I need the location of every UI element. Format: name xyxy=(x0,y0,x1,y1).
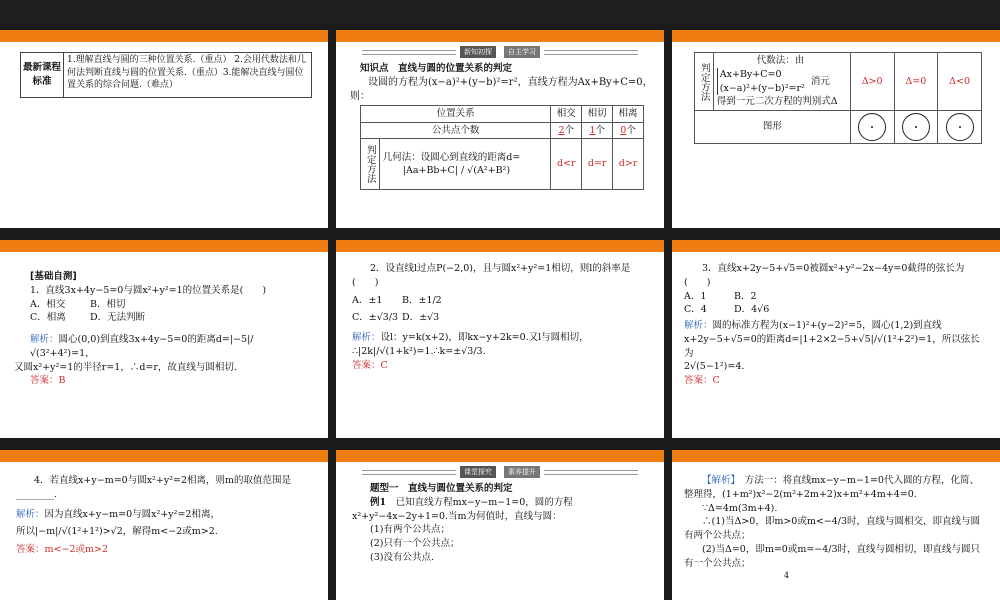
analysis-label: 解析： xyxy=(352,332,381,344)
slide-header-band xyxy=(0,450,328,462)
answer-value: B xyxy=(58,375,66,387)
slide-header-band xyxy=(0,30,328,42)
section-bar xyxy=(362,466,638,478)
th-relation: 位置关系 xyxy=(361,105,551,122)
solution-line-2: 2√(5−1²)=4. xyxy=(684,361,745,373)
option-c: C．±√3/3 xyxy=(352,312,399,324)
slide-header-band xyxy=(336,240,664,252)
geo-tangent: d=r xyxy=(582,139,613,190)
slide-header-band xyxy=(0,240,328,252)
analysis-label: 解析： xyxy=(30,334,59,346)
circle-equation: (x−a)²+(y−b)²=r² xyxy=(719,82,805,94)
relation-table xyxy=(360,105,644,191)
top-bar xyxy=(0,0,1000,24)
question-3: 3．直线x+2y−5+√5=0被圆x²+y²−2x−4y=0截得的弦长为( ) xyxy=(684,263,965,288)
question-2: 2．设直线l过点P(−2,0)，且与圆x²+y²=1相切，则l的斜率是( ) xyxy=(352,263,631,288)
example-label: 例1 xyxy=(370,496,387,508)
slide-header-band xyxy=(672,450,1000,462)
solution-line-1: 设l：y=k(x+2)，即kx−y+2k=0.又l与圆相切， xyxy=(380,332,589,344)
option-b: B．2 xyxy=(734,290,757,302)
course-standard-label: 最新课程标准 xyxy=(21,53,64,97)
row-common-points: 公共点个数 xyxy=(361,122,551,139)
answer-label: 答案： xyxy=(684,375,713,387)
disc-intersect: Δ>0 xyxy=(850,53,894,111)
example-text: 已知直线方程mx−y−m−1=0，圆的方程x²+y²−4x−2y+1=0.当m为何值时，直线与圆： xyxy=(352,496,573,522)
option-c: C．相离 xyxy=(30,312,66,324)
option-d: D．±√3 xyxy=(402,312,440,324)
judge-method-label: 判定方法 xyxy=(361,139,380,190)
circle-separate-icon xyxy=(946,113,974,141)
solution-line-2: 所以|−m|/√(1²+1²)>√2，解得m<−2或m>2. xyxy=(16,526,218,538)
solution-line-2: 又圆x²+y²=1的半径r=1，∴d=r，故直线与圆相切. xyxy=(14,361,237,373)
figure-separate xyxy=(938,111,982,144)
analysis-label: 解析： xyxy=(16,508,45,520)
section-tag-b: 素养提升 xyxy=(504,466,540,478)
line-equation: Ax+By+C=0 xyxy=(719,68,782,80)
cell-common-1: 1个 xyxy=(582,122,613,139)
answer-label: 答案： xyxy=(16,544,45,556)
course-standard-box xyxy=(20,52,312,98)
answer-value: C xyxy=(712,375,720,387)
option-b: B．±1/2 xyxy=(402,294,442,306)
section-bar xyxy=(362,46,638,58)
slide-5[interactable] xyxy=(336,240,664,438)
figure-tangent xyxy=(894,111,938,144)
question-4: 4．若直线x+y−m=0与圆x²+y²=2相离，则m的取值范围是________. xyxy=(16,475,292,500)
slide-1[interactable] xyxy=(0,30,328,228)
geo-intersect: d<r xyxy=(551,139,582,190)
option-d: D．4√6 xyxy=(734,304,770,316)
disc-tangent: Δ=0 xyxy=(894,53,938,111)
judge-method-label: 判定方法 xyxy=(695,53,714,111)
method-1-text: 方法一：将直线mx−y−m−1=0代入圆的方程，化简、整理得，(1+m²)x²−2(m²+2m+2)x+m²+4m+4=0. xyxy=(684,475,979,500)
slide-header-band xyxy=(336,450,664,462)
section-tag-a: 新知初探 xyxy=(460,46,496,58)
figure-intersect xyxy=(850,111,894,144)
circle-tangent-icon xyxy=(902,113,930,141)
course-standard-text: 1.理解直线与圆的三种位置关系.（重点） 2.会用代数法和几何法判断直线与圆的位置关系.（重点）3.能解决直线与圆位置关系的综合问题.（难点） xyxy=(67,55,306,91)
cut-off-text: 4 xyxy=(784,571,790,581)
solution-line-1: 圆的标准方程为(x−1)²+(y−2)²=5，圆心(1,2)到直线x+2y−5+√5=0的距离d=|1+2×2−5+√5|/√(1²+2²)=1，所以弦长为 xyxy=(684,320,980,359)
th-separate: 相离 xyxy=(613,105,644,122)
option-c: C．4 xyxy=(684,304,707,316)
slide-8[interactable] xyxy=(336,450,664,600)
th-tangent: 相切 xyxy=(582,105,613,122)
solution-line-1: 圆心(0,0)到直线3x+4y−5=0的距离d=|−5|/√(3²+4²)=1， xyxy=(30,334,254,359)
case-2: (2)当Δ=0，即m=0或m=−4/3时，直线与圆相切，即直线与圆只有一个公共点； xyxy=(684,543,981,569)
slide-4[interactable] xyxy=(0,240,328,438)
slide-header-band xyxy=(672,240,1000,252)
type-title: 题型一 直线与圆位置关系的判定 xyxy=(370,483,513,495)
answer-value: C xyxy=(380,359,388,371)
self-test-title: [基础自测] xyxy=(30,271,77,282)
option-a: A．相交 xyxy=(30,298,66,310)
slide-7[interactable] xyxy=(0,450,328,600)
knowledge-point-title: 知识点 直线与圆的位置关系的判定 xyxy=(360,63,513,74)
cell-common-2: 2个 xyxy=(551,122,582,139)
figure-label: 图形 xyxy=(695,111,851,144)
answer-value: m<−2或m>2 xyxy=(44,544,109,556)
th-intersect: 相交 xyxy=(551,105,582,122)
slide-header-band xyxy=(672,30,1000,42)
item-2: (2)只有一个公共点； xyxy=(370,538,460,550)
case-1: ∴(1)当Δ>0，即m>0或m<−4/3时，直线与圆相交，即直线与圆有两个公共点； xyxy=(684,516,981,542)
slide-9[interactable] xyxy=(672,450,1000,600)
answer-label: 答案： xyxy=(30,375,59,387)
item-1: (1)有两个公共点； xyxy=(370,524,450,536)
geometric-method: 几何法：设圆心到直线的距离d= |Aa+Bb+C| / √(A²+B²) xyxy=(379,139,551,190)
slide-header-band xyxy=(336,30,664,42)
slide-6[interactable] xyxy=(672,240,1000,438)
algebraic-table xyxy=(694,52,982,144)
slide-2[interactable] xyxy=(336,30,664,228)
analysis-label: 【解析】 xyxy=(702,475,736,486)
solution-line-2: ∴|2k|/√(1+k²)=1.∴k=±√3/3. xyxy=(352,345,486,357)
option-b: B．相切 xyxy=(90,298,126,310)
knowledge-point-intro: 设圆的方程为(x−a)²+(y−b)²=r²，直线方程为Ax+By+C=0，则： xyxy=(350,76,653,103)
question-1: 1．直线3x+4y−5=0与圆x²+y²=1的位置关系是( ) xyxy=(30,284,267,296)
algebraic-method: 代数法：由 Ax+By+C=0 (x−a)²+(y−b)²=r² 消元 得到一元二次方程的判别式Δ xyxy=(713,53,850,111)
discriminant-line: ∵Δ=4m(3m+4). xyxy=(702,502,778,514)
solution-line-1: 因为直线x+y−m=0与圆x²+y²=2相离， xyxy=(44,508,220,520)
section-tag-b: 自主学习 xyxy=(504,46,540,58)
analysis-label: 解析： xyxy=(684,320,713,332)
option-a: A．±1 xyxy=(352,294,383,306)
answer-label: 答案： xyxy=(352,359,381,371)
distance-formula: |Aa+Bb+C| / √(A²+B²) xyxy=(402,165,511,177)
slide-3[interactable] xyxy=(672,30,1000,228)
cell-common-0: 0个 xyxy=(613,122,644,139)
circle-intersect-icon xyxy=(858,113,886,141)
geo-separate: d>r xyxy=(613,139,644,190)
option-d: D．无法判断 xyxy=(90,312,146,324)
option-a: A．1 xyxy=(684,290,707,302)
section-tag-a: 课堂探究 xyxy=(460,466,496,478)
disc-separate: Δ<0 xyxy=(938,53,982,111)
item-3: (3)没有公共点. xyxy=(370,551,434,563)
